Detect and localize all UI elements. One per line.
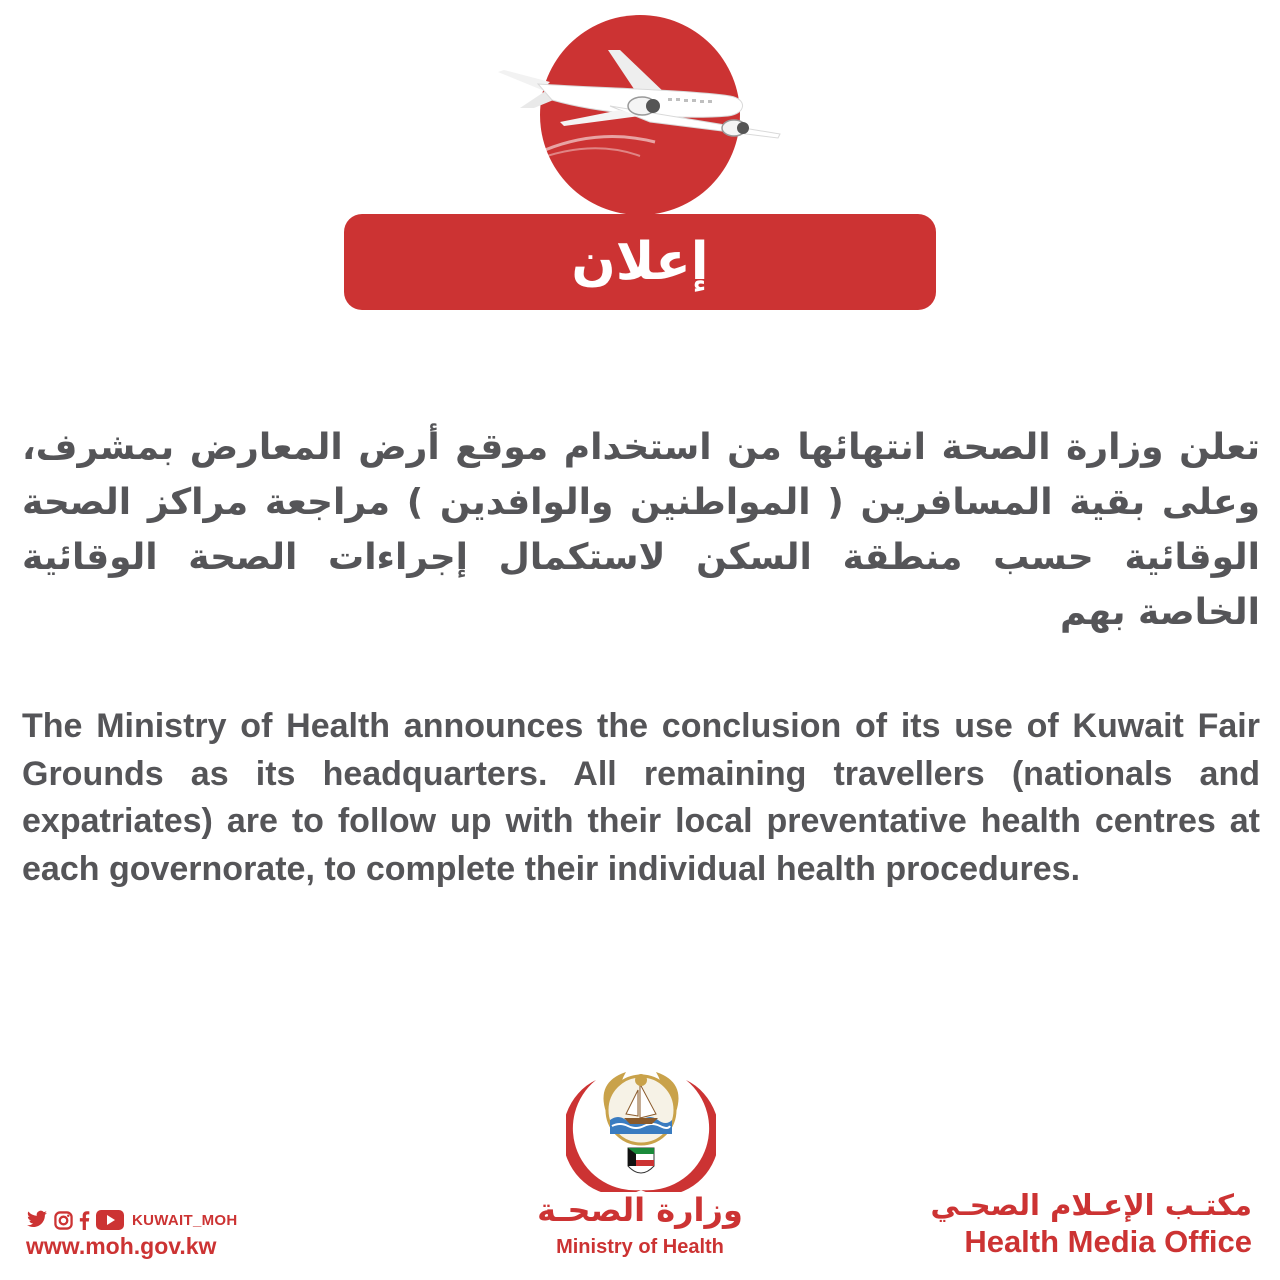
kuwait-emblem-icon [566,1062,716,1192]
ministry-name-arabic: وزارة الصحـة [537,1191,743,1229]
arabic-announcement-text: تعلن وزارة الصحة انتهائها من استخدام موقع أرض المعارض بمشرف، وعلى بقية المسافرين ( المواطنين والوافدين ) مراجعة مراكز الصحة الوقائية حسب منطقة السكن لاستكمال إجراءات الصحة الوقائية الخاصة بهم [22,427,1260,633]
hero-airplane-graphic [490,10,790,220]
instagram-icon[interactable] [54,1211,73,1230]
airplane-icon [490,10,790,220]
social-handle[interactable]: KUWAIT_MOH [132,1211,238,1229]
facebook-icon[interactable] [79,1211,90,1230]
youtube-icon[interactable] [96,1210,124,1230]
ministry-emblem [566,1062,716,1192]
english-announcement-text: The Ministry of Health announces the conclusion of its use of Kuwait Fair Grounds as its headquarters. All remaining travellers (nationals and expatriates) are to follow up with their local preventative health centres at each governorate, to complete their individual health procedures. [22,707,1260,888]
announcement-title: إعلان [571,232,709,292]
announcement-banner [344,214,936,310]
office-name-english: Health Media Office [964,1224,1252,1259]
office-name-arabic: مكتـب الإعـلام الصحـي [930,1188,1252,1222]
social-links [26,1208,238,1232]
twitter-icon[interactable] [26,1210,48,1230]
website-link[interactable]: www.moh.gov.kw [26,1233,217,1259]
ministry-name-english: Ministry of Health [556,1236,724,1258]
